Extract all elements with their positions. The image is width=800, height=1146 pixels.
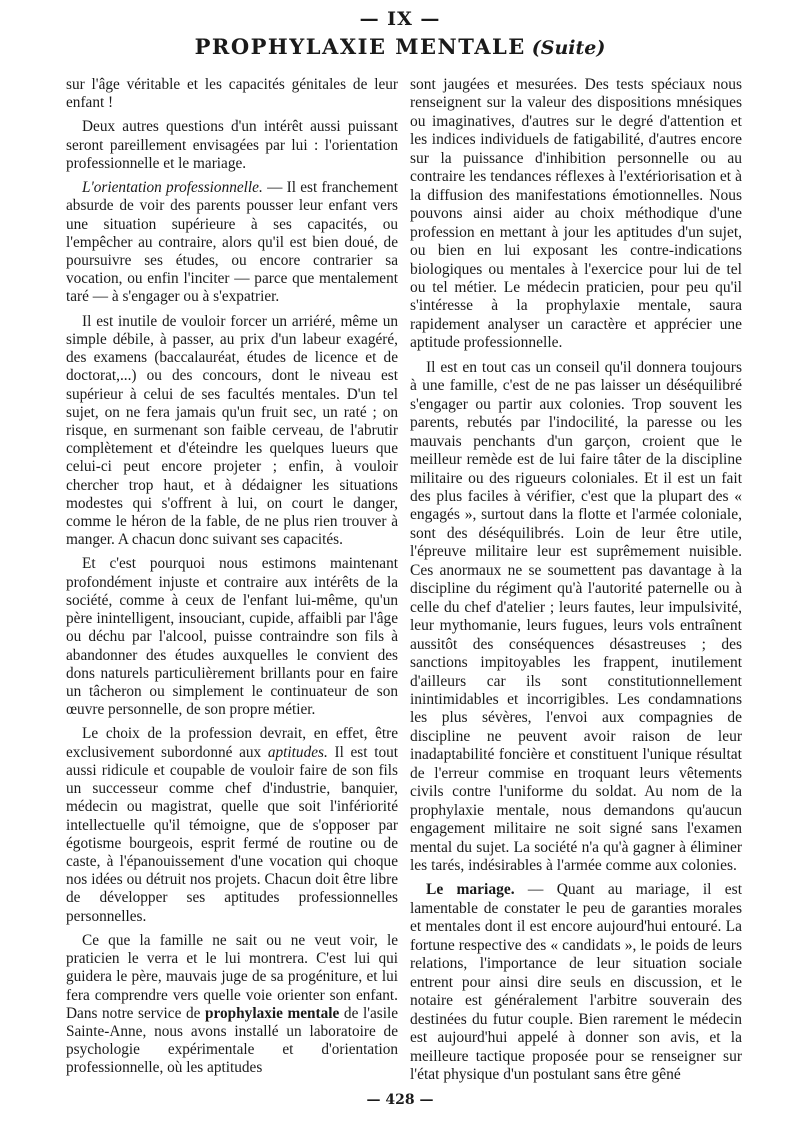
paragraph-text: Il est tout aussi ridicule et coupable de vouloir faire de son fils un successeur comme chef d'industrie, banquier, médecin ou magistrat, quelle que soit l'infériorité intellectuelle qu'il témoigne, que de s'opposer par égotisme bourgeois, esprit fermé de routine ou de caste, à l'épanouissement d'une vocation qui choque nos idées ou détruit nos projets. Chacun doit être libre de développer ses aptitudes professionnelles personnelles.: [66, 743, 398, 925]
paragraph: Il est en tout cas un conseil qu'il donnera toujours à une famille, c'est de ne pas laisser un déséquilibré s'engager ou partir aux colonies. Trop souvent les parents, rebutés par l'indocilité, la paresse ou les mauvais penchants d'un garçon, croient que le meilleur remède est de lui faire tâter de la discipline militaire ou des rigueurs coloniales. Et il est un fait des plus faciles à vérifier, c'est que la plupart des « engagés », surtout dans la flotte et l'armée coloniale, sont des déséquilibrés. Loin de leur être utile, l'épreuve militaire leur est suprêmement nuisible. Ces anormaux ne se soumettent pas davantage à la discipline du régiment qu'à l'autorité paternelle ou à celle du chef d'atelier ; leurs fautes, leur impulsivité, leur mythomanie, leurs fugues, leurs vols entraînent aussitôt des conséquences désastreuses ; des sanctions impitoyables les frappent, inutilement d'ailleurs car ils sont constitutionnellement inintimidables et incorrigibles. Les condamnations les plus sévères, l'envoi aux compagnies de discipline ne peuvent avoir raison de leur inadaptabilité foncière et constituent l'unique résultat de l'erreur commise en troquant leurs vêtements civils contre l'uniforme du soldat. Au nom de la prophylaxie mentale, nous demandons qu'aucun engagement militaire ne soit signé sans l'examen mental du sujet. La société n'a qu'à gagner à éliminer les tarés, indésirables à l'armée comme aux colonies.: [410, 358, 742, 875]
paragraph: Deux autres questions d'un intérêt aussi puissant seront pareillement envisagées par lui : l'orientation professionnelle et le mariage.: [66, 118, 398, 172]
section-lead: Le mariage.: [426, 881, 515, 899]
title-text: PROPHYLAXIE MENTALE: [194, 34, 526, 59]
paragraph-text: Ce que la famille ne sait ou ne veut voir, le praticien le verra et le lui montrera. C'est lui qui guidera le père, mauvais juge de sa progéniture, et lui fera comprendre vers quelle voie orienter son enfant. Dans notre service de: [66, 931, 398, 1022]
paragraph-orientation: [66, 179, 398, 307]
paragraph-text: Le choix de la profession devrait, en effet, être exclusivement subordonné aux: [66, 725, 398, 761]
paragraph: sur l'âge véritable et les capacités génitales de leur enfant !: [66, 76, 398, 112]
paragraph-text: de l'asile Sainte-Anne, nous avons installé un laboratoire de psychologie expérimentale et d'orientation professionnelle, où les aptitudes: [66, 1004, 399, 1077]
paragraph-text: — Il est franchement absurde de voir des parents pousser leur enfant vers une situation supérieure à ses capacités, ou l'empêcher au contraire, alors qu'il est bien doué, de poursuivre ses études, ou encore contrarier sa vocation, ou enfin l'inciter — parce que mentalement taré — à s'engager ou à s'expatrier.: [66, 179, 398, 306]
paragraph: sont jaugées et mesurées. Des tests spéciaux nous renseignent sur la valeur des dispositions mnésiques ou imaginatives, d'autres sur le degré d'attention et les indices individuels de fatigabilité, d'autres encore sur la puissance d'inhibition personnelle ou au contraire les tendances réflexes à l'extériorisation et à la diffusion des manifestations émotionnelles. Nous pouvons ainsi aider au choix méthodique d'une profession en mettant à jour les aptitudes d'un sujet, ou bien en lui exposant les contre-indications biologiques ou mentales à l'exercice pour lui de tel ou tel métier. Le médecin praticien, pour peu qu'il s'intéresse à la prophylaxie mentale, saura rapidement analyser un caractère et apprécier une aptitude professionnelle.: [410, 76, 742, 352]
paragraph: Il est inutile de vouloir forcer un arriéré, même un simple débile, à passer, au prix d'un labeur exagéré, des examens (baccalauréat, études de licence et de doctorat,...) ou des concours, dont le niveau est supérieur à celui de ses facultés mentales. D'un tel sujet, on ne fera jamais qu'un fruit sec, un raté ; on risque, en surmenant son faible cerveau, de l'abrutir complètement et d'éteindre les quelques lueurs que celui-ci peut encore projeter ; enfin, à vouloir chercher trop haut, et à dédaigner les situations modestes qui s'offrent à lui, on court le danger, comme le héron de la fable, de ne plus rien trouver à manger. A chacun donc suivant ses capacités.: [66, 312, 398, 549]
left-column: [66, 76, 398, 1078]
paragraph: [66, 932, 398, 1078]
emphasis: aptitudes.: [267, 743, 328, 761]
section-lead: L'orientation professionnelle.: [82, 179, 263, 197]
page-folio: — IX —: [359, 8, 441, 30]
paragraph: Et c'est pourquoi nous estimons maintenant profondément injuste et contraire aux intérêts de la société, comme à ceux de l'enfant lui-même, qu'un père inintelligent, insouciant, cupide, affaibli par l'âge ou déchu par l'alcool, puisse contraindre son fils à abandonner des études auxquelles le convient des dons naturels particulièrement brillants pour en faire un tâcheron ou simplement le continuateur de son œuvre personnelle, de son propre métier.: [66, 555, 398, 719]
paragraph: [66, 725, 398, 925]
page-title: [0, 34, 800, 59]
title-suite: (Suite): [531, 37, 606, 59]
paragraph-mariage: [410, 881, 742, 1084]
right-column: [410, 76, 742, 1084]
page-number: — 428 —: [366, 1092, 434, 1108]
paragraph-text: — Quant au mariage, il est lamentable de constater le peu de garanties morales et mentales dont il est encore aujourd'hui entouré. La fortune respective des « candidats », le poids de leurs relations, l'importance de leur situation sociale entrent pour ainsi dire seuls en discussion, et le notaire est généralement l'arbitre souverain des destinées du futur couple. Bien rarement le médecin est aujourd'hui appelé à donner son avis, et la meilleure tactique proposée pour se renseigner sur l'état physique d'un postulant sans être gêné: [410, 881, 742, 1084]
strong-term: prophylaxie mentale: [205, 1004, 340, 1022]
